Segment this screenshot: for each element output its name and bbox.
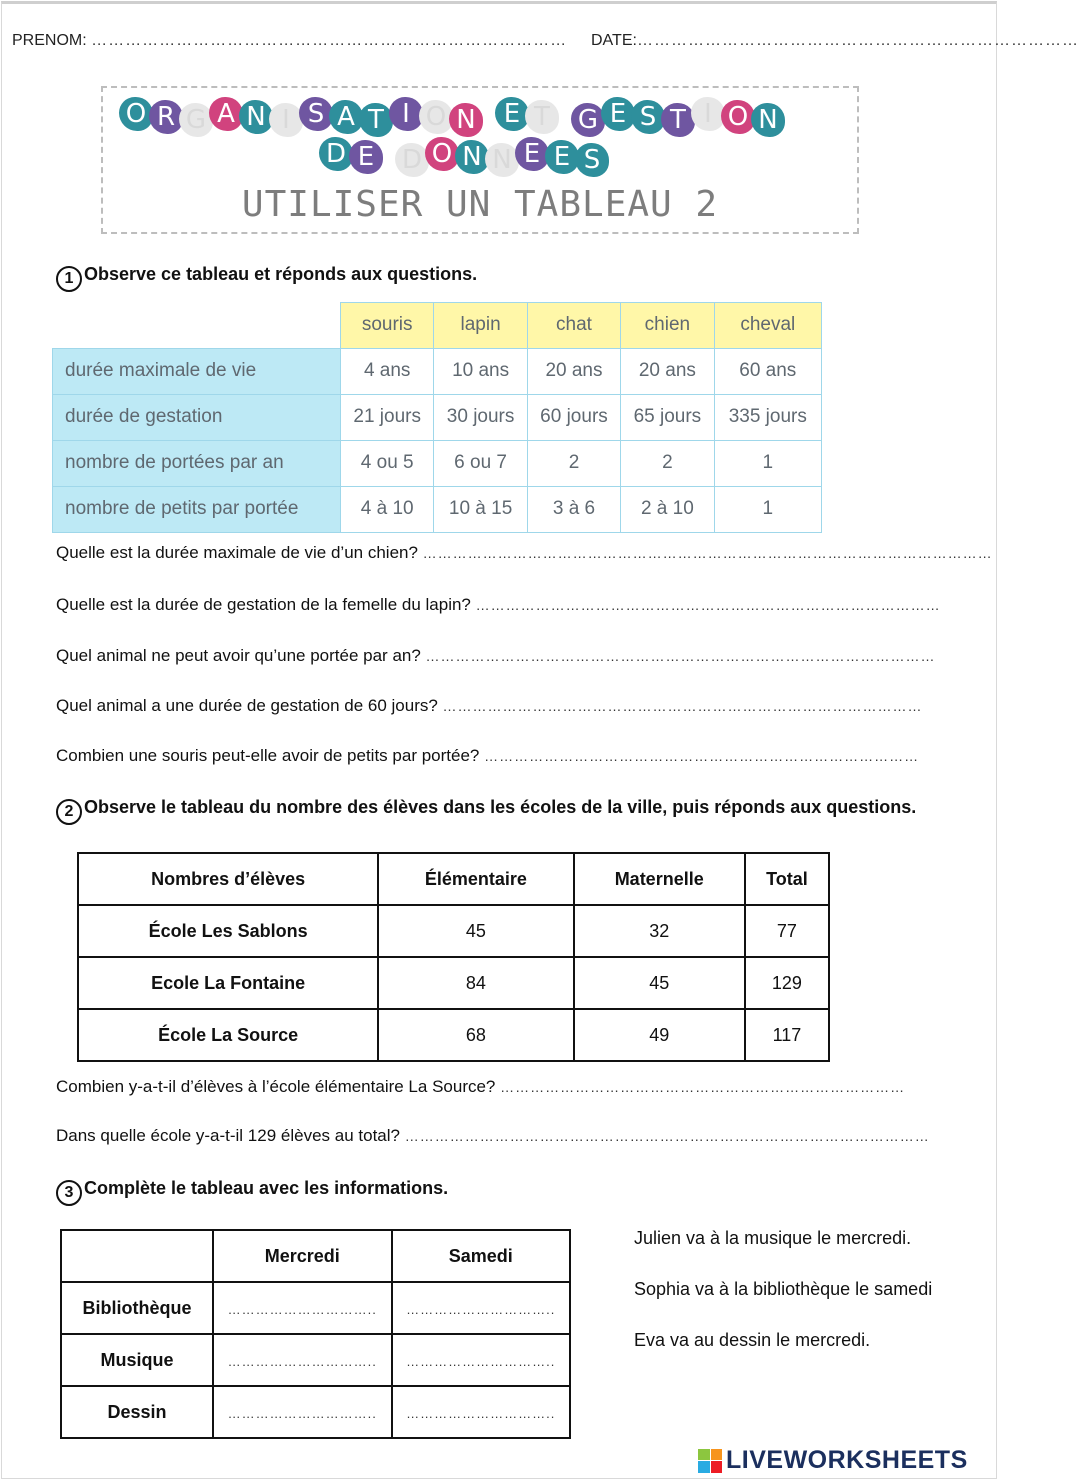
date-field[interactable]: …………………………………………………………………… bbox=[636, 32, 1079, 49]
title-letter: I bbox=[389, 97, 423, 131]
column-header: Mercredi bbox=[213, 1230, 392, 1282]
title-letter: E bbox=[545, 140, 579, 174]
prenom-line bbox=[12, 32, 567, 50]
table-cell: 4 ans bbox=[341, 348, 434, 394]
table-cell: 10 à 15 bbox=[434, 486, 527, 532]
table-cell: 2 à 10 bbox=[621, 486, 714, 532]
section3-number: 3 bbox=[56, 1180, 82, 1206]
table-cell: 30 jours bbox=[434, 394, 527, 440]
table-cell: 1 bbox=[714, 486, 821, 532]
table-cell: 117 bbox=[745, 1009, 829, 1061]
table-cell: 32 bbox=[574, 905, 745, 957]
title-letter: E bbox=[515, 137, 549, 171]
answer-field[interactable]: …………………………………………………………………………………………………… bbox=[422, 545, 993, 561]
question-2: Quelle est la durée de gestation de la femelle du lapin? ………………………………………………………………………………… bbox=[56, 595, 941, 614]
section2-title: 2 Observe le tableau du nombre des élèves dans les écoles de la ville, puis réponds aux questions. bbox=[56, 797, 916, 825]
title-letter: N bbox=[449, 103, 483, 137]
table-cell: 65 jours bbox=[621, 394, 714, 440]
table-row bbox=[61, 1334, 570, 1386]
table-cell: 3 à 6 bbox=[527, 486, 620, 532]
answer-cell[interactable]: ………………………….. bbox=[392, 1334, 571, 1386]
column-header: Samedi bbox=[392, 1230, 571, 1282]
answer-cell[interactable]: ………………………….. bbox=[213, 1334, 392, 1386]
title-letter: S bbox=[299, 97, 333, 131]
row-label: Musique bbox=[61, 1334, 213, 1386]
title-letter: S bbox=[575, 143, 609, 177]
answer-field[interactable]: ……………………………………………………………………… bbox=[500, 1079, 906, 1095]
table-corner bbox=[53, 303, 341, 349]
row-label: École Les Sablons bbox=[78, 905, 378, 957]
table-row bbox=[53, 486, 822, 532]
activities-table bbox=[60, 1229, 571, 1439]
table-row bbox=[53, 394, 822, 440]
column-header: cheval bbox=[714, 303, 821, 349]
table-cell: 20 ans bbox=[527, 348, 620, 394]
title-letter: O bbox=[119, 97, 153, 131]
table-cell: 45 bbox=[574, 957, 745, 1009]
info-line: Eva va au dessin le mercredi. bbox=[634, 1330, 871, 1350]
title-letter: A bbox=[329, 100, 363, 134]
question-4: Quel animal a une durée de gestation de 60 jours? …………………………………………………………………………………… bbox=[56, 696, 923, 715]
title-bubbles bbox=[103, 88, 861, 188]
animals-table bbox=[52, 302, 822, 533]
column-header: Élémentaire bbox=[378, 853, 573, 905]
title-letter: E bbox=[495, 97, 529, 131]
title-letter: T bbox=[359, 103, 393, 137]
table-cell: 1 bbox=[714, 440, 821, 486]
table-cell: 60 jours bbox=[527, 394, 620, 440]
section1-number: 1 bbox=[56, 266, 82, 292]
answer-field[interactable]: ………………………………………………………………………………… bbox=[475, 597, 941, 613]
title-letter: S bbox=[631, 100, 665, 134]
answer-field[interactable]: …………………………………………………………………………… bbox=[484, 748, 920, 764]
table-cell: 4 à 10 bbox=[341, 486, 434, 532]
row-label: École La Source bbox=[78, 1009, 378, 1061]
title-letter: G bbox=[179, 103, 213, 137]
table-row bbox=[78, 1009, 829, 1061]
title-letter: T bbox=[661, 103, 695, 137]
title-letter: O bbox=[419, 100, 453, 134]
table-cell: 335 jours bbox=[714, 394, 821, 440]
row-label: Bibliothèque bbox=[61, 1282, 213, 1334]
title-letter: N bbox=[239, 100, 273, 134]
title-letter: E bbox=[601, 97, 635, 131]
row-label: Ecole La Fontaine bbox=[78, 957, 378, 1009]
row-label: durée de gestation bbox=[53, 394, 341, 440]
title-letter: I bbox=[691, 97, 725, 131]
table-cell: 129 bbox=[745, 957, 829, 1009]
table-cell: 77 bbox=[745, 905, 829, 957]
column-header: Total bbox=[745, 853, 829, 905]
table-cell: 20 ans bbox=[621, 348, 714, 394]
table-row bbox=[61, 1386, 570, 1438]
question-6: Combien y-a-t-il d’élèves à l’école élémentaire La Source? ……………………………………………………………………… bbox=[56, 1077, 906, 1096]
date-line bbox=[591, 32, 1079, 50]
question-3: Quel animal ne peut avoir qu’une portée par an? ………………………………………………………………………………………… bbox=[56, 646, 936, 665]
worksheet-subtitle: UTILISER UN TABLEAU 2 bbox=[241, 184, 719, 225]
answer-field[interactable]: …………………………………………………………………………………………… bbox=[404, 1128, 930, 1144]
table-cell: 60 ans bbox=[714, 348, 821, 394]
title-letter: N bbox=[485, 143, 519, 177]
liveworksheets-logo: LIVEWORKSHEETS bbox=[698, 1446, 968, 1475]
column-header: chien bbox=[621, 303, 714, 349]
title-letter: E bbox=[349, 140, 383, 174]
table-row bbox=[61, 1282, 570, 1334]
table-cell: 84 bbox=[378, 957, 573, 1009]
answer-field[interactable]: ………………………………………………………………………………………… bbox=[425, 648, 936, 664]
title-letter: R bbox=[149, 100, 183, 134]
title-letter: T bbox=[525, 100, 559, 134]
date-label: DATE: bbox=[591, 32, 637, 49]
table-cell: 45 bbox=[378, 905, 573, 957]
title-letter: A bbox=[209, 97, 243, 131]
row-label: nombre de petits par portée bbox=[53, 486, 341, 532]
answer-cell[interactable]: ………………………….. bbox=[213, 1386, 392, 1438]
title-letter: I bbox=[269, 103, 303, 137]
info-line: Sophia va à la bibliothèque le samedi bbox=[634, 1279, 933, 1299]
schools-table bbox=[77, 852, 830, 1062]
table-row bbox=[78, 905, 829, 957]
title-letter: O bbox=[721, 100, 755, 134]
question-5: Combien une souris peut-elle avoir de petits par portée? …………………………………………………………………………… bbox=[56, 746, 920, 765]
table-corner bbox=[61, 1230, 213, 1282]
row-label: nombre de portées par an bbox=[53, 440, 341, 486]
logo-icon bbox=[698, 1449, 722, 1473]
table-row bbox=[78, 957, 829, 1009]
prenom-field[interactable]: ………………………………………………………………………… bbox=[91, 32, 568, 49]
column-header: chat bbox=[527, 303, 620, 349]
section2-number: 2 bbox=[56, 799, 82, 825]
title-letter: D bbox=[395, 143, 429, 177]
question-7: Dans quelle école y-a-t-il 129 élèves au total? …………………………………………………………………………………………… bbox=[56, 1126, 930, 1145]
table-row bbox=[53, 348, 822, 394]
table-cell: 10 ans bbox=[434, 348, 527, 394]
table-cell: 6 ou 7 bbox=[434, 440, 527, 486]
title-letter: O bbox=[425, 137, 459, 171]
answer-field[interactable]: …………………………………………………………………………………… bbox=[442, 698, 923, 714]
title-letter: D bbox=[319, 137, 353, 171]
table-cell: 4 ou 5 bbox=[341, 440, 434, 486]
title-box bbox=[101, 86, 859, 234]
title-letter: N bbox=[751, 103, 785, 137]
table-cell: 49 bbox=[574, 1009, 745, 1061]
column-header: lapin bbox=[434, 303, 527, 349]
title-letter: N bbox=[455, 140, 489, 174]
answer-cell[interactable]: ………………………….. bbox=[392, 1386, 571, 1438]
info-line: Julien va à la musique le mercredi. bbox=[634, 1228, 912, 1248]
section1-title: 1 Observe ce tableau et réponds aux questions. bbox=[56, 264, 477, 292]
title-letter: G bbox=[571, 103, 605, 137]
column-header: souris bbox=[341, 303, 434, 349]
table-row bbox=[53, 440, 822, 486]
table-cell: 21 jours bbox=[341, 394, 434, 440]
section3-title: 3 Complète le tableau avec les informations. bbox=[56, 1178, 448, 1206]
table-cell: 2 bbox=[621, 440, 714, 486]
row-label: Dessin bbox=[61, 1386, 213, 1438]
table-cell: 2 bbox=[527, 440, 620, 486]
table-cell: 68 bbox=[378, 1009, 573, 1061]
column-header: Nombres d’élèves bbox=[78, 853, 378, 905]
question-1: Quelle est la durée maximale de vie d’un chien? …………………………………………………………………………………………………… bbox=[56, 543, 993, 562]
prenom-label: PRENOM: bbox=[12, 32, 87, 49]
answer-cell[interactable]: ………………………….. bbox=[213, 1282, 392, 1334]
row-label: durée maximale de vie bbox=[53, 348, 341, 394]
answer-cell[interactable]: ………………………….. bbox=[392, 1282, 571, 1334]
column-header: Maternelle bbox=[574, 853, 745, 905]
